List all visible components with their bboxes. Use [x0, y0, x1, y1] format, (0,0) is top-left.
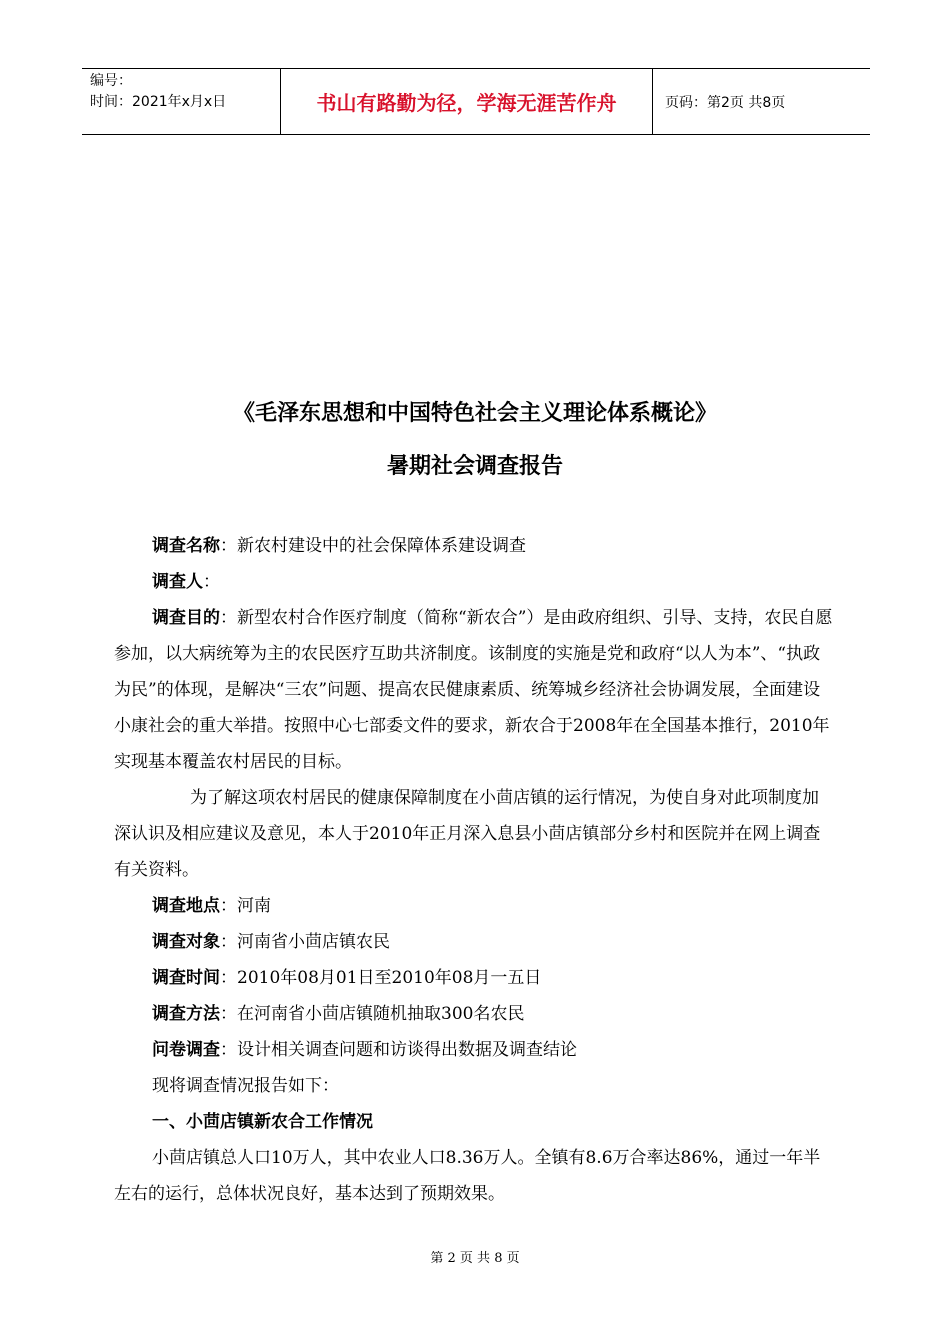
page-header — [82, 68, 870, 135]
doc-body — [114, 528, 834, 1212]
survey-location-label: 调查地点 — [152, 896, 220, 916]
header-page-code: 页码：第2页 共8页 — [665, 94, 786, 111]
survey-name-value: ：新农村建设中的社会保障体系建设调查 — [220, 536, 526, 556]
survey-method-label: 调查方法 — [152, 1004, 220, 1024]
survey-time-value: ：2010年08月01日至2010年08月一五日 — [220, 968, 542, 988]
doc-subtitle: 暑期社会调查报告 — [386, 454, 563, 479]
header-time: 时间：2021年x月x日 — [90, 94, 227, 110]
survey-location — [114, 888, 834, 924]
survey-questionnaire-label: 问卷调查 — [152, 1040, 220, 1060]
section-1-title: 一、小茴店镇新农合工作情况 — [152, 1112, 373, 1132]
survey-person — [114, 564, 834, 600]
survey-subject — [114, 924, 834, 960]
survey-subject-value: ：河南省小茴店镇农民 — [220, 932, 390, 952]
survey-questionnaire-value: ：设计相关调查问题和访谈得出数据及调查结论 — [220, 1040, 577, 1060]
report-intro: 现将调查情况报告如下： — [152, 1076, 339, 1096]
page-footer: 第 2 页 共 8 页 — [430, 1251, 520, 1266]
section-1-text: 小茴店镇总人口10万人，其中农业人口8.36万人。全镇有8.6万合率达86%，通过一年半左右的运行，总体状况良好，基本达到了预期效果。 — [114, 1148, 821, 1204]
survey-purpose-value: ：新型农村合作医疗制度（简称“新农合”）是由政府组织、引导、支持，农民自愿参加，以大病统筹为主的农民医疗互助共济制度。该制度的实施是党和政府“以人为本”、“执政为民”的体现，是解决“三农”问题、提高农民健康素质、统筹城乡经济社会协调发展，全面建设小康社会的重大举措。按照中心七部委文件的要求，新农合于2008年在全国基本推行，2010年实现基本覆盖农村居民的目标。 — [114, 608, 833, 772]
header-number: 编号： — [90, 73, 132, 89]
survey-location-value: ：河南 — [220, 896, 271, 916]
header-meta — [82, 69, 280, 134]
survey-person-label: 调查人 — [152, 572, 203, 592]
survey-method-value: ：在河南省小茴店镇随机抽取300名农民 — [220, 1004, 525, 1024]
header-motto: 书山有路勤为径，学海无涯苦作舟 — [280, 69, 653, 134]
survey-time-label: 调查时间 — [152, 968, 220, 988]
survey-name — [114, 528, 834, 564]
survey-subject-label: 调查对象 — [152, 932, 220, 952]
survey-time — [114, 960, 834, 996]
doc-title: 《毛泽东思想和中国特色社会主义理论体系概论》 — [232, 401, 717, 426]
survey-purpose — [114, 600, 834, 780]
survey-person-value: ： — [203, 572, 220, 592]
survey-intro: 为了解这项农村居民的健康保障制度在小茴店镇的运行情况，为使自身对此项制度加深认识及相应建议及意见，本人于2010年正月深入息县小茴店镇部分乡村和医院并在网上调查有关资料。 — [114, 788, 821, 880]
survey-purpose-label: 调查目的 — [152, 608, 220, 628]
survey-questionnaire — [114, 1032, 834, 1068]
survey-method — [114, 996, 834, 1032]
survey-name-label: 调查名称 — [152, 536, 220, 556]
